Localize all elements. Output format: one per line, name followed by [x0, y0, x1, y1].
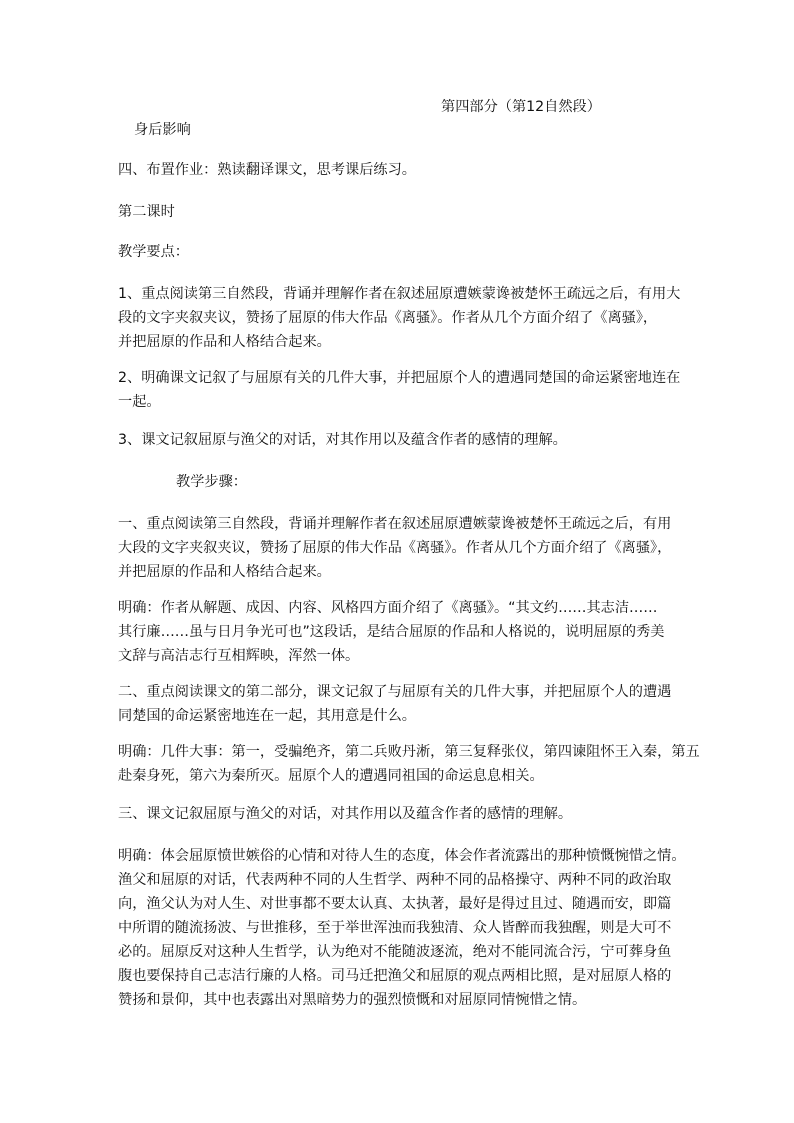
section-header-part4: 第四部分（第12自然段）	[441, 99, 601, 115]
step-section-3: 三、课文记叙屈原与渔父的对话，对其作用以及蕴含作者的感情的理解。	[118, 806, 573, 822]
key-point-2: 2、明确课文记叙了与屈原有关的几件大事，并把屈原个人的遭遇同楚国的命运紧密地连在 一起。	[118, 370, 681, 410]
answer-1: 明确：作者从解题、成因、内容、风格四方面介绍了《离骚》。“其文约……其志洁…… 其行廉……虽与日月争光可也”这段话，是结合屈原的作品和人格说的，说明屈原的秀美 文辞与高洁志行互相辉映，浑然一体。	[118, 600, 665, 664]
steps-title: 教学步骤：	[176, 474, 247, 490]
step-section-2: 二、重点阅读课文的第二部分，课文记叙了与屈原有关的几件大事，并把屈原个人的遭遇 同楚国的命运紧密地连在一起，其用意是什么。	[118, 684, 672, 724]
answer-3: 明确：体会屈原愤世嫉俗的心情和对待人生的态度，体会作者流露出的那种愤慨惋惜之情。 渔父和屈原的对话，代表两种不同的人生哲学、两种不同的品格操守、两种不同的政治取 向，渔父认为对人生、对世事都不要太认真、太执著，最好是得过且过、随遇而安，即篇 中所谓的随流扬波、与世推移，至于举世浑浊而我独清、众人皆醉而我独醒，则是大可不 必的。屈原反对这种人生哲学，认为绝对不能随波逐流，绝对不能同流合污，宁可葬身鱼 腹也要保持自己志洁行廉的人格。司马迁把渔父和屈原的观点两相比照，是对屈原人格的 赞扬和景仰，其中也表露出对黑暗势力的强烈愤慨和对屈原同情惋惜之情。	[118, 848, 686, 1008]
homework-line: 四、布置作业：熟读翻译课文，思考课后练习。	[118, 162, 416, 178]
key-point-3: 3、课文记叙屈原与渔父的对话，对其作用以及蕴含作者的感情的理解。	[118, 432, 567, 448]
step-section-1: 一、重点阅读第三自然段，背诵并理解作者在叙述屈原遭嫉蒙谗被楚怀王疏远之后，有用 大段的文字夹叙夹议，赞扬了屈原的伟大作品《离骚》。作者从几个方面介绍了《离骚》， 并把屈原的作品和人格结合起来。	[118, 516, 672, 580]
section-header-label: 身后影响	[134, 122, 191, 138]
lesson-two-title: 第二课时	[118, 204, 175, 220]
key-point-1: 1、重点阅读第三自然段，背诵并理解作者在叙述屈原遭嫉蒙谗被楚怀王疏远之后，有用大 段的文字夹叙夹议，赞扬了屈原的伟大作品《离骚》。作者从几个方面介绍了《离骚》， 并把屈原的作品和人格结合起来。	[118, 286, 681, 350]
key-points-title: 教学要点：	[118, 244, 189, 260]
answer-2: 明确：几件大事：第一，受骗绝齐，第二兵败丹淅，第三复释张仪，第四谏阻怀王入秦，第五 赴秦身死，第六为秦所灭。屈原个人的遭遇同祖国的命运息息相关。	[118, 744, 700, 784]
